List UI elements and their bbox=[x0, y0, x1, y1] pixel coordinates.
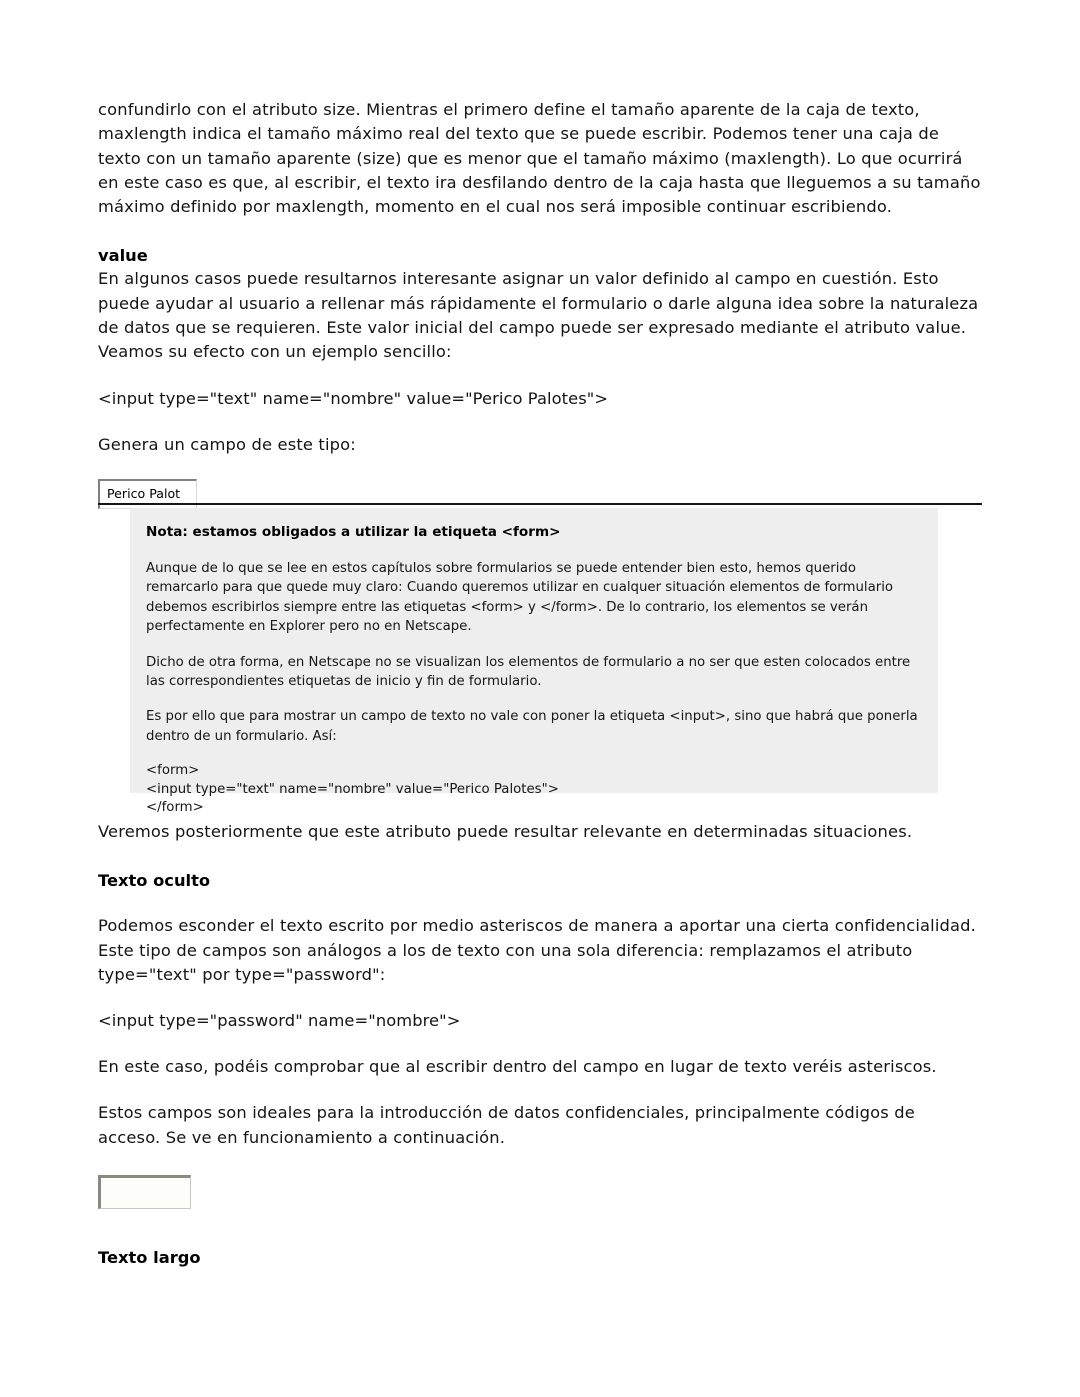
spacer bbox=[98, 365, 982, 387]
note-paragraph-3: Es por ello que para mostrar un campo de texto no vale con poner la etiqueta <input>, sino que habrá que ponerla dentro de un formulario. Así: bbox=[146, 709, 918, 744]
spacer bbox=[98, 987, 982, 1009]
note-code-line-3: </form> bbox=[146, 800, 204, 816]
heading-texto-oculto: Texto oculto bbox=[98, 871, 211, 891]
password-input-nombre[interactable] bbox=[98, 1175, 191, 1209]
paragraph-value-body: En algunos casos puede resultarnos interesante asignar un valor definido al campo en cuestión. Esto puede ayudar al usuario a rellenar más rápidamente el formulario o darle alguna idea sobre la naturaleza de datos que se requieren. Este valor inicial del campo puede ser expresado mediante el atributo value. Veamos su efecto con un ejemplo sencillo: bbox=[98, 269, 979, 362]
spacer bbox=[146, 637, 920, 653]
paragraph-genera: Genera un campo de este tipo: bbox=[98, 434, 356, 454]
spacer bbox=[98, 1079, 982, 1101]
horizontal-rule bbox=[98, 503, 982, 505]
spacer bbox=[98, 411, 982, 433]
note-title: Nota: estamos obligados a utilizar la etiqueta <form> bbox=[146, 524, 561, 540]
spacer bbox=[98, 844, 982, 869]
spacer bbox=[146, 691, 920, 707]
document-content-lower bbox=[98, 820, 982, 1269]
spacer bbox=[146, 542, 920, 559]
heading-value: value bbox=[98, 246, 148, 266]
spacer bbox=[98, 892, 982, 914]
note-code-line-2: <input type="text" name="nombre" value="Perico Palotes"> bbox=[146, 781, 559, 797]
note-paragraph-1: Aunque de lo que se lee en estos capítulos sobre formularios se puede entender bien esto, hemos querido remarcarlo para que quede muy claro: Cuando queremos utilizar en cualquer situación elementos de formulario debemos escribirlos siempre entre las etiquetas <form> y </form>. De lo contrario, los elementos se verán perfectamente en Explorer pero no en Netscape. bbox=[146, 561, 894, 635]
paragraph-intro: confundirlo con el atributo size. Mientras el primero define el tamaño aparente de la caja de texto, maxlength indica el tamaño máximo real del texto que se puede escribir. Podemos tener una caja de texto con un tamaño aparente (size) que es menor que el tamaño máximo (maxlength). Lo que ocurrirá en este caso es que, al escribir, el texto ira desfilando dentro de la caja hasta que lleguemos a su tamaño máximo definido por maxlength, momento en el cual nos será imposible continuar escribiendo. bbox=[98, 100, 981, 217]
code-input-text: <input type="text" name="nombre" value="Perico Palotes"> bbox=[98, 388, 609, 408]
heading-texto-largo: Texto largo bbox=[98, 1248, 201, 1268]
spacer bbox=[98, 457, 982, 479]
spacer bbox=[98, 1150, 982, 1175]
paragraph-veremos: Veremos posteriormente que este atributo puede resultar relevante en determinadas situaciones. bbox=[98, 822, 913, 841]
spacer bbox=[98, 219, 982, 244]
paragraph-estos-campos: Estos campos son ideales para la introducción de datos confidenciales, principalmente códigos de acceso. Se ve en funcionamiento a continuación. bbox=[98, 1103, 915, 1147]
paragraph-oculto-body: Podemos esconder el texto escrito por medio asteriscos de manera a aportar una cierta confidencialidad. Este tipo de campos son análogos a los de texto con una sola diferencia: remplazamos el atributo type="text" por type="password": bbox=[98, 916, 976, 984]
note-paragraph-2: Dicho de otra forma, en Netscape no se visualizan los elementos de formulario a no ser que esten colocados entre las correspondientes etiquetas de inicio y fin de formulario. bbox=[146, 654, 911, 690]
note-box bbox=[130, 508, 938, 816]
document-content bbox=[98, 98, 982, 509]
spacer bbox=[98, 1209, 982, 1234]
paragraph-en-este-caso: En este caso, podéis comprobar que al escribir dentro del campo en lugar de texto veréis asteriscos. bbox=[98, 1057, 937, 1077]
note-code-line-1: <form> bbox=[146, 763, 200, 779]
spacer bbox=[98, 1234, 982, 1246]
spacer bbox=[146, 746, 920, 762]
text-input-nombre[interactable]: Perico Palot bbox=[98, 479, 197, 509]
code-input-password: <input type="password" name="nombre"> bbox=[98, 1011, 461, 1031]
spacer bbox=[98, 1033, 982, 1055]
